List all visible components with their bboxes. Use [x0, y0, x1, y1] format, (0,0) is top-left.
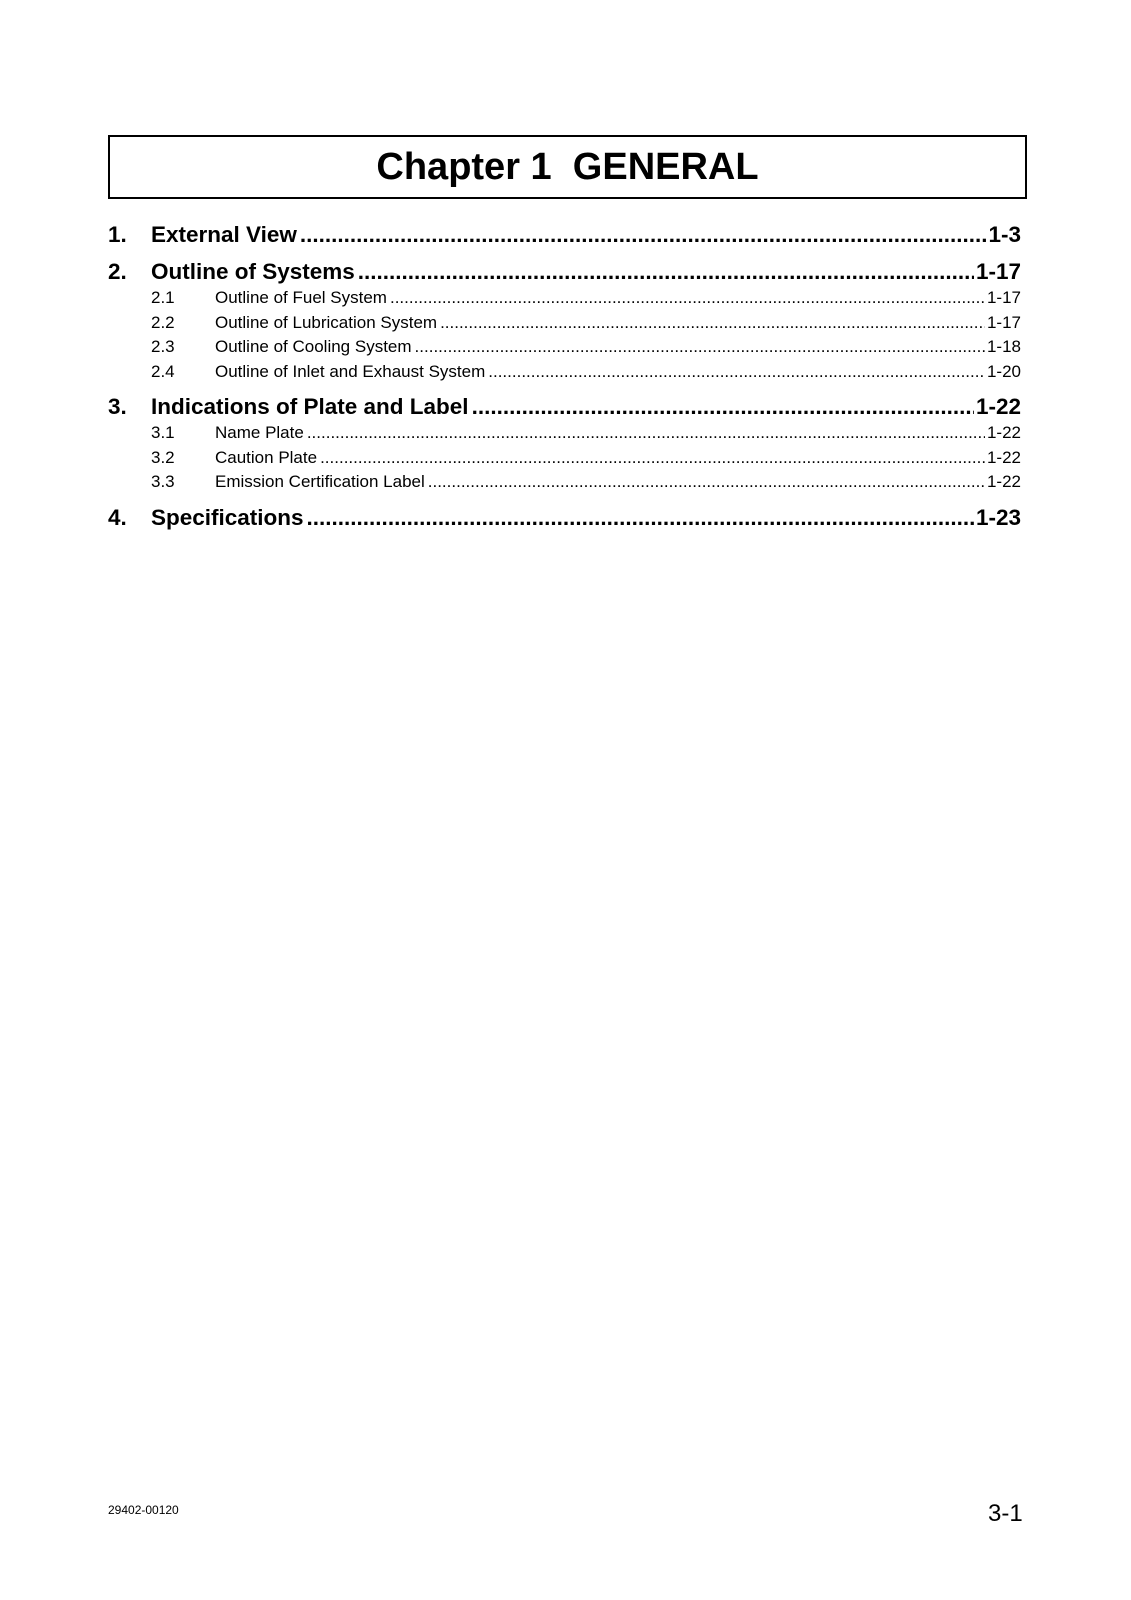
toc-entry-label: Outline of Fuel System [215, 288, 387, 307]
toc-entry-label: Specifications [151, 504, 304, 530]
toc-entry-fuel-system[interactable] [108, 286, 1021, 311]
dot-leader [300, 220, 987, 249]
dot-leader [390, 286, 985, 311]
toc-entry-specifications[interactable] [108, 503, 1021, 532]
toc-entry-number: 2.1 [151, 288, 175, 307]
toc-entry-page: 1-22 [986, 423, 1021, 442]
toc-entry-number: 2. [108, 259, 127, 284]
toc-entry-number: 2.4 [151, 361, 175, 381]
toc-entry-label: Outline of Cooling System [215, 337, 412, 356]
toc-entry-page: 1-22 [975, 394, 1021, 419]
toc-entry-number: 3.3 [151, 472, 175, 491]
table-of-contents [108, 220, 1021, 532]
toc-entry-emission-label[interactable] [108, 470, 1021, 495]
toc-entry-label: Outline of Lubrication System [215, 312, 438, 332]
toc-entry-page: 1-3 [988, 222, 1021, 247]
document-code: 29402-00120 [108, 1503, 179, 1517]
toc-entry-page: 1-18 [986, 337, 1021, 356]
toc-entry-outline-of-systems[interactable] [108, 257, 1021, 286]
toc-entry-label: Indications of Plate and Label [151, 394, 469, 419]
toc-entry-number: 2.2 [151, 312, 175, 332]
toc-entry-label: External View [151, 222, 297, 247]
toc-entry-page: 1-17 [975, 259, 1021, 284]
toc-entry-plate-and-label[interactable] [108, 392, 1021, 421]
toc-entry-number: 1. [108, 222, 127, 247]
toc-entry-label: Outline of Inlet and Exhaust System [215, 361, 486, 381]
dot-leader [428, 470, 985, 495]
dot-leader [307, 503, 974, 532]
toc-entry-inlet-exhaust-system[interactable] [108, 360, 1021, 385]
toc-entry-page: 1-17 [986, 312, 1021, 332]
toc-entry-page: 1-20 [986, 361, 1021, 381]
dot-leader [415, 335, 985, 360]
toc-entry-number: 2.3 [151, 337, 175, 356]
toc-entry-page: 1-17 [986, 288, 1021, 307]
toc-entry-page: 1-23 [975, 504, 1021, 530]
dot-leader [358, 257, 974, 286]
toc-entry-label: Name Plate [215, 423, 304, 442]
toc-entry-number: 3.1 [151, 423, 175, 442]
toc-entry-lubrication-system[interactable] [108, 311, 1021, 336]
toc-entry-external-view[interactable] [108, 220, 1021, 249]
page-number: 3-1 [988, 1500, 1023, 1527]
toc-entry-name-plate[interactable] [108, 421, 1021, 446]
toc-entry-label: Emission Certification Label [215, 472, 425, 491]
chapter-title: Chapter 1 GENERAL [376, 146, 759, 188]
dot-leader [488, 360, 985, 385]
dot-leader [440, 311, 985, 336]
toc-entry-label: Caution Plate [215, 447, 318, 467]
toc-entry-number: 4. [108, 504, 127, 530]
toc-entry-page: 1-22 [986, 472, 1021, 491]
toc-entry-number: 3.2 [151, 447, 175, 467]
dot-leader [307, 421, 985, 446]
toc-entry-number: 3. [108, 394, 127, 419]
toc-entry-cooling-system[interactable] [108, 335, 1021, 360]
dot-leader [320, 446, 985, 471]
toc-entry-page: 1-22 [986, 447, 1021, 467]
chapter-heading-box [108, 135, 1027, 199]
toc-entry-label: Outline of Systems [151, 259, 355, 284]
toc-entry-caution-plate[interactable] [108, 446, 1021, 471]
dot-leader [472, 392, 974, 421]
